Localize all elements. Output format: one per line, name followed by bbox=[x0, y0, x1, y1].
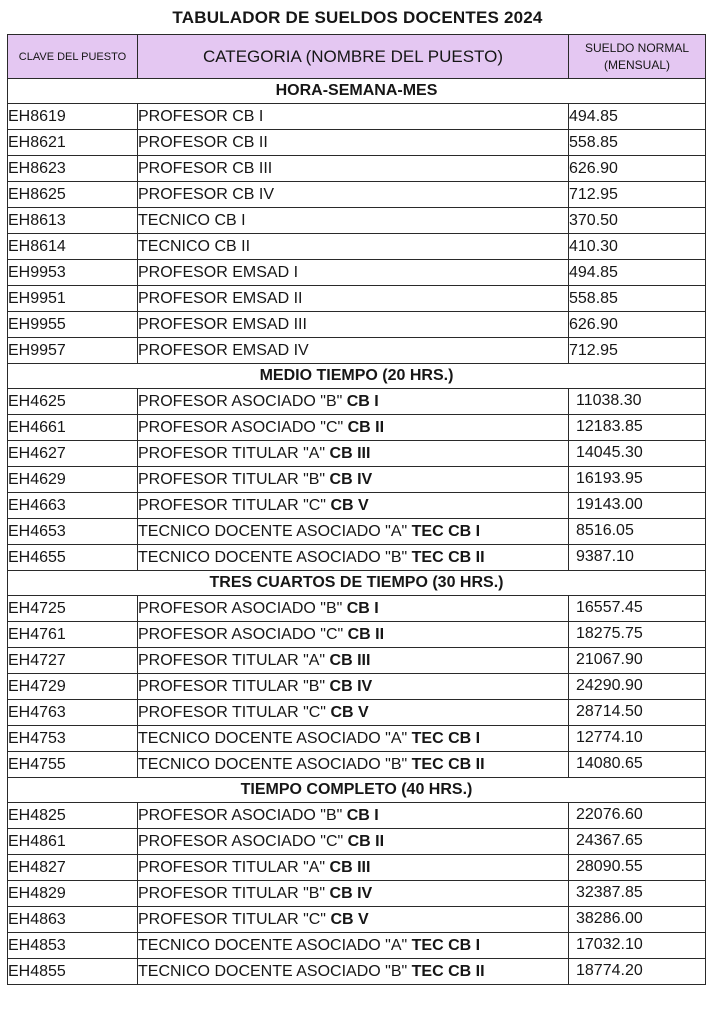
categoria-nivel: TEC CB II bbox=[411, 755, 485, 773]
categoria-nivel: CB II bbox=[347, 418, 385, 436]
sueldo-value: 11038.30 bbox=[576, 392, 642, 409]
table-row bbox=[8, 104, 706, 130]
sueldo-cell bbox=[569, 959, 706, 985]
header-clave: CLAVE DEL PUESTO bbox=[8, 35, 138, 79]
categoria-nombre: PROFESOR CB II bbox=[138, 133, 268, 151]
categoria-nivel: CB II bbox=[347, 832, 385, 850]
clave-cell: EH4855 bbox=[8, 959, 138, 985]
table-row bbox=[8, 208, 706, 234]
table-row bbox=[8, 493, 706, 519]
sueldo-value: 14045.30 bbox=[576, 444, 643, 461]
categoria-nombre: TECNICO DOCENTE ASOCIADO "B" bbox=[138, 755, 408, 773]
categoria-nombre: PROFESOR ASOCIADO "C" bbox=[138, 625, 344, 643]
sueldo-value: 14080.65 bbox=[576, 755, 643, 772]
clave-cell: EH9955 bbox=[8, 312, 138, 338]
categoria-nombre: PROFESOR CB IV bbox=[138, 185, 275, 203]
table-row bbox=[8, 803, 706, 829]
table-row bbox=[8, 959, 706, 985]
categoria-nombre: TECNICO DOCENTE ASOCIADO "B" bbox=[138, 548, 408, 566]
categoria-nivel: TEC CB II bbox=[411, 962, 485, 980]
sueldo-cell bbox=[569, 622, 706, 648]
sueldo-cell bbox=[569, 803, 706, 829]
categoria-cell bbox=[138, 338, 569, 364]
categoria-nombre: PROFESOR ASOCIADO "B" bbox=[138, 392, 343, 410]
categoria-nivel: CB V bbox=[330, 703, 369, 721]
sueldo-cell bbox=[569, 700, 706, 726]
table-row bbox=[8, 260, 706, 286]
sueldo-cell: 370.50 bbox=[569, 208, 706, 234]
categoria-cell bbox=[138, 156, 569, 182]
table-row bbox=[8, 829, 706, 855]
clave-cell: EH8621 bbox=[8, 130, 138, 156]
sueldo-value: 17032.10 bbox=[576, 936, 643, 953]
sueldo-cell bbox=[569, 648, 706, 674]
clave-cell: EH4825 bbox=[8, 803, 138, 829]
categoria-cell bbox=[138, 545, 569, 571]
table-row bbox=[8, 933, 706, 959]
categoria-nivel: CB III bbox=[329, 444, 371, 462]
section-title: TIEMPO COMPLETO (40 HRS.) bbox=[8, 778, 706, 803]
sueldo-cell bbox=[569, 415, 706, 441]
categoria-nombre: PROFESOR TITULAR "A" bbox=[138, 444, 326, 462]
categoria-cell bbox=[138, 622, 569, 648]
table-row bbox=[8, 881, 706, 907]
clave-cell: EH8613 bbox=[8, 208, 138, 234]
categoria-cell bbox=[138, 933, 569, 959]
clave-cell: EH4761 bbox=[8, 622, 138, 648]
categoria-nivel: CB I bbox=[346, 599, 379, 617]
categoria-nombre: PROFESOR TITULAR "B" bbox=[138, 677, 326, 695]
table-row bbox=[8, 622, 706, 648]
sueldo-cell bbox=[569, 389, 706, 415]
section-title: HORA-SEMANA-MES bbox=[8, 79, 706, 104]
categoria-cell bbox=[138, 467, 569, 493]
categoria-nivel: CB IV bbox=[329, 884, 373, 902]
sueldo-cell: 712.95 bbox=[569, 338, 706, 364]
categoria-nombre: PROFESOR EMSAD IV bbox=[138, 341, 309, 359]
categoria-cell bbox=[138, 493, 569, 519]
sueldo-value: 12183.85 bbox=[576, 418, 643, 435]
table-row bbox=[8, 156, 706, 182]
table-row bbox=[8, 312, 706, 338]
categoria-nombre: PROFESOR TITULAR "C" bbox=[138, 703, 326, 721]
categoria-cell bbox=[138, 855, 569, 881]
sueldo-value: 38286.00 bbox=[576, 910, 643, 927]
table-row bbox=[8, 648, 706, 674]
categoria-nombre: PROFESOR ASOCIADO "C" bbox=[138, 418, 344, 436]
table-row bbox=[8, 130, 706, 156]
clave-cell: EH4755 bbox=[8, 752, 138, 778]
sueldo-cell bbox=[569, 441, 706, 467]
categoria-nivel: TEC CB I bbox=[411, 936, 481, 954]
clave-cell: EH8625 bbox=[8, 182, 138, 208]
clave-cell: EH4655 bbox=[8, 545, 138, 571]
table-row bbox=[8, 415, 706, 441]
clave-cell: EH4861 bbox=[8, 829, 138, 855]
categoria-cell bbox=[138, 208, 569, 234]
clave-cell: EH4625 bbox=[8, 389, 138, 415]
categoria-nombre: PROFESOR ASOCIADO "B" bbox=[138, 806, 343, 824]
sueldo-cell bbox=[569, 493, 706, 519]
sueldo-cell: 494.85 bbox=[569, 260, 706, 286]
categoria-nombre: TECNICO CB II bbox=[138, 237, 251, 255]
sueldo-cell bbox=[569, 519, 706, 545]
table-row bbox=[8, 467, 706, 493]
sueldo-value: 18774.20 bbox=[576, 962, 643, 979]
sueldo-value: 28090.55 bbox=[576, 858, 643, 875]
sueldo-value: 12774.10 bbox=[576, 729, 643, 746]
categoria-nivel: CB I bbox=[346, 806, 379, 824]
table-row bbox=[8, 234, 706, 260]
categoria-nombre: TECNICO DOCENTE ASOCIADO "A" bbox=[138, 936, 408, 954]
clave-cell: EH4729 bbox=[8, 674, 138, 700]
sueldo-cell bbox=[569, 596, 706, 622]
categoria-cell bbox=[138, 519, 569, 545]
clave-cell: EH4663 bbox=[8, 493, 138, 519]
categoria-cell bbox=[138, 674, 569, 700]
clave-cell: EH4753 bbox=[8, 726, 138, 752]
sueldo-cell: 626.90 bbox=[569, 156, 706, 182]
sueldo-value: 9387.10 bbox=[576, 548, 634, 565]
categoria-nivel: TEC CB I bbox=[411, 729, 481, 747]
table-header-row bbox=[8, 35, 706, 79]
clave-cell: EH4629 bbox=[8, 467, 138, 493]
clave-cell: EH9957 bbox=[8, 338, 138, 364]
categoria-cell bbox=[138, 726, 569, 752]
categoria-cell bbox=[138, 803, 569, 829]
header-sueldo bbox=[569, 35, 706, 79]
table-row bbox=[8, 182, 706, 208]
clave-cell: EH8614 bbox=[8, 234, 138, 260]
categoria-cell bbox=[138, 415, 569, 441]
categoria-cell bbox=[138, 286, 569, 312]
categoria-nombre: PROFESOR TITULAR "C" bbox=[138, 910, 326, 928]
sueldo-cell bbox=[569, 545, 706, 571]
categoria-cell bbox=[138, 182, 569, 208]
section-row bbox=[8, 364, 706, 389]
clave-cell: EH9953 bbox=[8, 260, 138, 286]
clave-cell: EH4727 bbox=[8, 648, 138, 674]
categoria-nombre: PROFESOR EMSAD I bbox=[138, 263, 299, 281]
clave-cell: EH4827 bbox=[8, 855, 138, 881]
categoria-cell bbox=[138, 700, 569, 726]
section-row bbox=[8, 79, 706, 104]
categoria-cell bbox=[138, 312, 569, 338]
categoria-nivel: CB IV bbox=[329, 677, 373, 695]
categoria-cell bbox=[138, 130, 569, 156]
categoria-nombre: PROFESOR TITULAR "A" bbox=[138, 651, 326, 669]
sueldo-value: 18275.75 bbox=[576, 625, 643, 642]
categoria-cell bbox=[138, 881, 569, 907]
table-row bbox=[8, 389, 706, 415]
categoria-nombre: PROFESOR TITULAR "B" bbox=[138, 884, 326, 902]
page-title: TABULADOR DE SUELDOS DOCENTES 2024 bbox=[172, 8, 543, 27]
categoria-nombre: TECNICO CB I bbox=[138, 211, 246, 229]
categoria-cell bbox=[138, 752, 569, 778]
table-row bbox=[8, 441, 706, 467]
section-title: TRES CUARTOS DE TIEMPO (30 HRS.) bbox=[8, 571, 706, 596]
sueldo-cell bbox=[569, 467, 706, 493]
clave-cell: EH4853 bbox=[8, 933, 138, 959]
categoria-nombre: PROFESOR ASOCIADO "C" bbox=[138, 832, 344, 850]
categoria-cell bbox=[138, 104, 569, 130]
categoria-cell bbox=[138, 441, 569, 467]
clave-cell: EH8619 bbox=[8, 104, 138, 130]
clave-cell: EH9951 bbox=[8, 286, 138, 312]
salary-table bbox=[7, 34, 706, 985]
categoria-nivel: TEC CB II bbox=[411, 548, 485, 566]
clave-cell: EH4653 bbox=[8, 519, 138, 545]
categoria-nombre: PROFESOR EMSAD III bbox=[138, 315, 307, 333]
clave-cell: EH4829 bbox=[8, 881, 138, 907]
clave-cell: EH4661 bbox=[8, 415, 138, 441]
sueldo-cell bbox=[569, 829, 706, 855]
table-row bbox=[8, 545, 706, 571]
sueldo-cell bbox=[569, 881, 706, 907]
section-row bbox=[8, 778, 706, 803]
categoria-nombre: PROFESOR CB III bbox=[138, 159, 273, 177]
categoria-nivel: CB V bbox=[330, 910, 369, 928]
categoria-nombre: PROFESOR CB I bbox=[138, 107, 264, 125]
categoria-nombre: PROFESOR TITULAR "B" bbox=[138, 470, 326, 488]
categoria-cell bbox=[138, 959, 569, 985]
clave-cell: EH8623 bbox=[8, 156, 138, 182]
sueldo-value: 22076.60 bbox=[576, 806, 643, 823]
sueldo-cell: 712.95 bbox=[569, 182, 706, 208]
categoria-cell bbox=[138, 260, 569, 286]
sueldo-value: 32387.85 bbox=[576, 884, 643, 901]
sueldo-cell bbox=[569, 933, 706, 959]
sueldo-value: 28714.50 bbox=[576, 703, 643, 720]
categoria-nivel: CB IV bbox=[329, 470, 373, 488]
sueldo-value: 8516.05 bbox=[576, 522, 634, 539]
categoria-cell bbox=[138, 907, 569, 933]
table-row bbox=[8, 519, 706, 545]
table-row bbox=[8, 596, 706, 622]
sueldo-cell bbox=[569, 674, 706, 700]
table-row bbox=[8, 752, 706, 778]
categoria-nombre: TECNICO DOCENTE ASOCIADO "A" bbox=[138, 729, 408, 747]
section-title: MEDIO TIEMPO (20 HRS.) bbox=[8, 364, 706, 389]
sueldo-cell: 410.30 bbox=[569, 234, 706, 260]
categoria-nivel: CB II bbox=[347, 625, 385, 643]
categoria-nombre: TECNICO DOCENTE ASOCIADO "A" bbox=[138, 522, 408, 540]
sueldo-cell: 558.85 bbox=[569, 130, 706, 156]
header-categoria: CATEGORIA (NOMBRE DEL PUESTO) bbox=[138, 35, 569, 79]
categoria-nivel: CB V bbox=[330, 496, 369, 514]
categoria-nombre: PROFESOR ASOCIADO "B" bbox=[138, 599, 343, 617]
sueldo-cell: 558.85 bbox=[569, 286, 706, 312]
categoria-nivel: CB III bbox=[329, 858, 371, 876]
categoria-cell bbox=[138, 648, 569, 674]
clave-cell: EH4763 bbox=[8, 700, 138, 726]
categoria-nombre: PROFESOR TITULAR "C" bbox=[138, 496, 326, 514]
categoria-nombre: TECNICO DOCENTE ASOCIADO "B" bbox=[138, 962, 408, 980]
sueldo-value: 16557.45 bbox=[576, 599, 643, 616]
sueldo-cell bbox=[569, 752, 706, 778]
clave-cell: EH4627 bbox=[8, 441, 138, 467]
categoria-nivel: CB III bbox=[329, 651, 371, 669]
categoria-nombre: PROFESOR TITULAR "A" bbox=[138, 858, 326, 876]
sueldo-value: 24290.90 bbox=[576, 677, 643, 694]
categoria-cell bbox=[138, 389, 569, 415]
table-body bbox=[8, 79, 706, 985]
table-row bbox=[8, 726, 706, 752]
categoria-cell bbox=[138, 234, 569, 260]
section-row bbox=[8, 571, 706, 596]
header-sueldo-line1: SUELDO NORMAL bbox=[584, 40, 690, 55]
table-row bbox=[8, 674, 706, 700]
table-row bbox=[8, 338, 706, 364]
sueldo-value: 21067.90 bbox=[576, 651, 643, 668]
header-sueldo-line2: (MENSUAL) bbox=[603, 57, 670, 72]
categoria-nivel: TEC CB I bbox=[411, 522, 481, 540]
sueldo-cell: 626.90 bbox=[569, 312, 706, 338]
sueldo-value: 16193.95 bbox=[576, 470, 643, 487]
sueldo-cell bbox=[569, 907, 706, 933]
table-row bbox=[8, 286, 706, 312]
sueldo-cell: 494.85 bbox=[569, 104, 706, 130]
categoria-nombre: PROFESOR EMSAD II bbox=[138, 289, 303, 307]
clave-cell: EH4863 bbox=[8, 907, 138, 933]
sueldo-cell bbox=[569, 855, 706, 881]
categoria-nivel: CB I bbox=[346, 392, 379, 410]
table-row bbox=[8, 700, 706, 726]
sueldo-value: 19143.00 bbox=[576, 496, 643, 513]
clave-cell: EH4725 bbox=[8, 596, 138, 622]
categoria-cell bbox=[138, 596, 569, 622]
categoria-cell bbox=[138, 829, 569, 855]
table-row bbox=[8, 907, 706, 933]
sueldo-value: 24367.65 bbox=[576, 832, 643, 849]
sueldo-cell bbox=[569, 726, 706, 752]
table-row bbox=[8, 855, 706, 881]
